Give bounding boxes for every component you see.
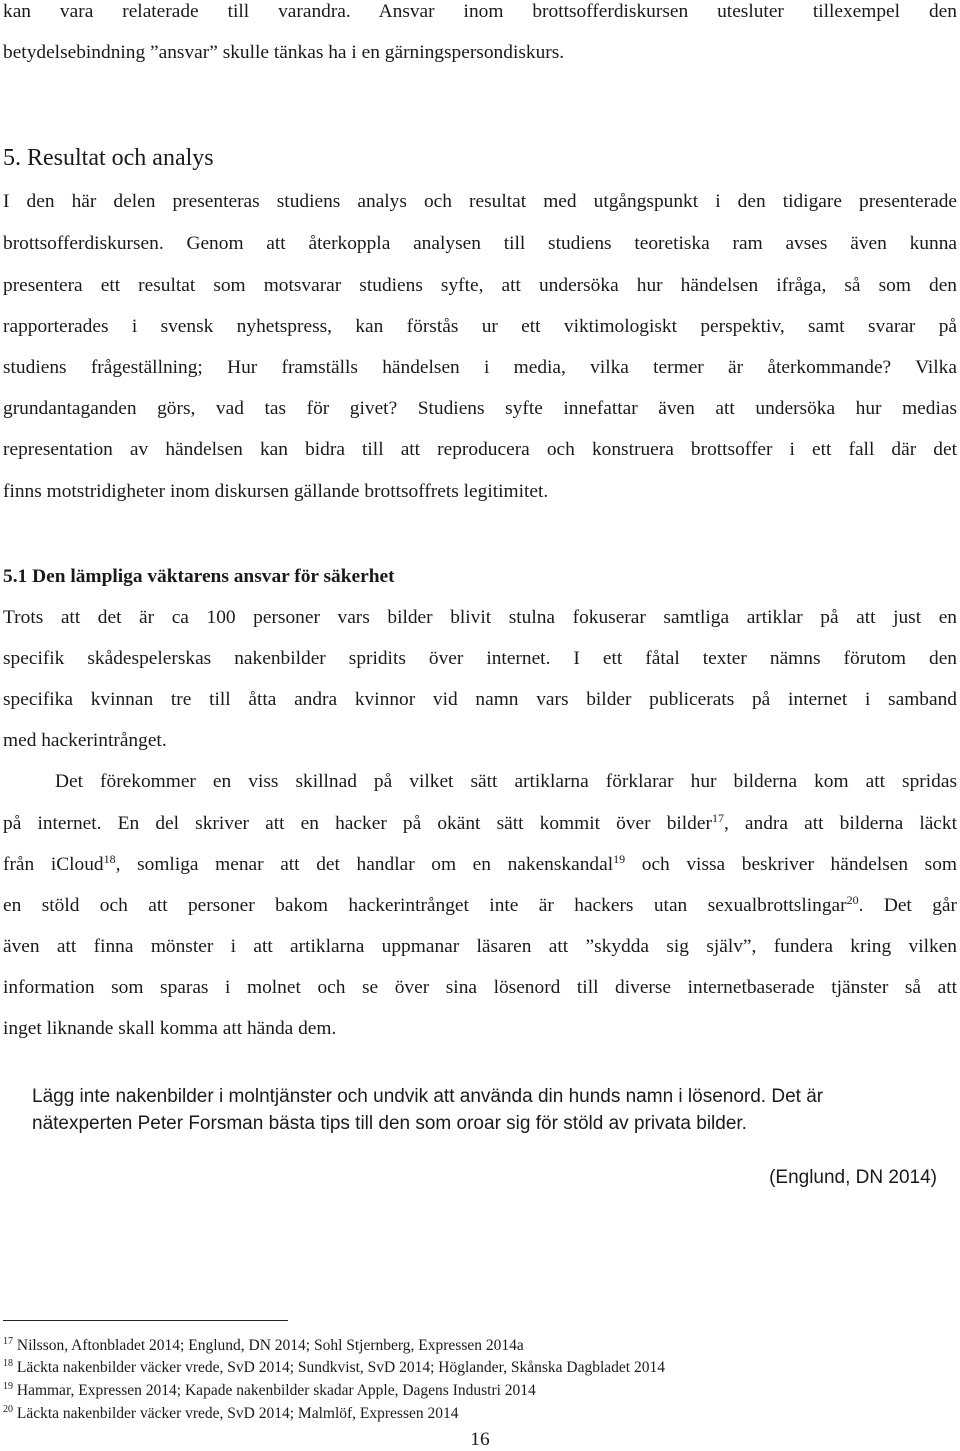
footnote-ref[interactable]: 18 [103,852,116,866]
body-text-line: presentera ett resultat som motsvarar studiens syfte, att undersöka hur händelsen ifråga, så som den [3,275,957,296]
body-text-line: Trots att det är ca 100 personer vars bilder blivit stulna fokuserar samtliga artiklar på att just en [3,607,957,628]
footnote-divider [3,1320,288,1321]
footnote-text: Hammar, Expressen 2014; Kapade nakenbilder skadar Apple, Dagens Industri 2014 [13,1382,536,1399]
body-text-line [3,893,957,916]
footnote-text: Läckta nakenbilder väcker vrede, SvD 2014; Malmlöf, Expressen 2014 [13,1405,459,1422]
page-number: 16 [470,1429,490,1450]
block-quote-line: nätexperten Peter Forsman bästa tips till den som oroar sig för stöld av privata bilder. [32,1113,747,1134]
footnote [3,1338,524,1354]
body-text-line: grundantaganden görs, vad tas för givet? Studiens syfte innefattar även att undersöka hur medias [3,398,957,419]
body-text-line: inget liknande skall komma att hända dem. [3,1018,337,1039]
footnote-number: 17 [3,1336,13,1347]
footnote-number: 18 [3,1358,13,1369]
body-text-line: med hackerintrånget. [3,730,167,751]
body-text-line: specifika kvinnan tre till åtta andra kvinnor vid namn vars bilder publicerats på internet i samband [3,689,957,710]
footnote [3,1406,459,1422]
body-text-line: finns motstridigheter inom diskursen gällande brottsoffrets legitimitet. [3,481,549,502]
body-text-line: information som sparas i molnet och se över sina lösenord till diverse internetbaserade tjänster så att [3,977,957,998]
body-text-line: studiens frågeställning; Hur framställs händelsen i media, vilka termer är återkommande? Vilka [3,357,957,378]
footnote [3,1360,665,1376]
body-text-fragment: . Det går [858,895,957,916]
footnote-text: Läckta nakenbilder väcker vrede, SvD 2014; Sundkvist, SvD 2014; Höglander, Skånska Dagbladet 2014 [13,1359,665,1376]
body-text-line: även att finna mönster i att artiklarna uppmanar läsaren att ”skydda sig själv”, fundera kring vilken [3,936,957,957]
footnote-ref[interactable]: 17 [711,811,724,825]
footnote-number: 19 [3,1381,13,1392]
body-text-line [3,811,957,834]
body-text-fragment: , andra att bilderna läckt [723,813,957,834]
body-text-line [3,852,958,875]
body-text-line: Det förekommer en viss skillnad på vilket sätt artiklarna förklarar hur bilderna kom att spridas [55,771,957,792]
body-text-line: I den här delen presenteras studiens analys och resultat med utgångspunkt i den tidigare presenterade [3,191,957,212]
body-text-fragment: , somliga menar att det handlar om en nakenskandal [115,854,614,875]
quote-citation: (Englund, DN 2014) [769,1167,937,1188]
body-text-fragment: från iCloud [3,854,104,875]
body-text-line: representation av händelsen kan bidra till att reproducera och konstruera brottsoffer i ett fall där det [3,439,957,460]
footnote-number: 20 [3,1404,13,1415]
subsection-heading: 5.1 Den lämpliga väktarens ansvar för säkerhet [3,566,395,587]
footnote [3,1383,536,1399]
footnote-ref[interactable]: 20 [846,893,859,907]
block-quote-line: Lägg inte nakenbilder i molntjänster och undvik att använda din hunds namn i lösenord. Det är [32,1086,824,1107]
body-text-line: rapporterades i svensk nyhetspress, kan förstås ur ett viktimologiskt perspektiv, samt svarar på [3,316,957,337]
body-text-fragment: en stöld och att personer bakom hackerintrånget inte är hackers utan sexualbrottslingar [3,895,847,916]
body-text-line: betydelsebindning ”ansvar” skulle tänkas ha i en gärningspersondiskurs. [3,42,565,63]
section-heading: 5. Resultat och analys [3,145,214,171]
footnote-ref[interactable]: 19 [613,852,626,866]
body-text-fragment: och vissa beskriver händelsen som [625,854,958,875]
body-text-line: specifik skådespelerskas nakenbilder spridits över internet. I ett fåtal texter nämns förutom den [3,648,957,669]
footnote-text: Nilsson, Aftonbladet 2014; Englund, DN 2014; Sohl Stjernberg, Expressen 2014a [13,1337,524,1354]
body-text-line: brottsofferdiskursen. Genom att återkoppla analysen till studiens teoretiska ram avses även kunna [3,233,957,254]
body-text-fragment: på internet. En del skriver att en hacker på okänt sätt kommit över bilder [3,813,712,834]
body-text-line: kan vara relaterade till varandra. Ansvar inom brottsofferdiskursen utesluter tillexempel den [3,1,957,22]
